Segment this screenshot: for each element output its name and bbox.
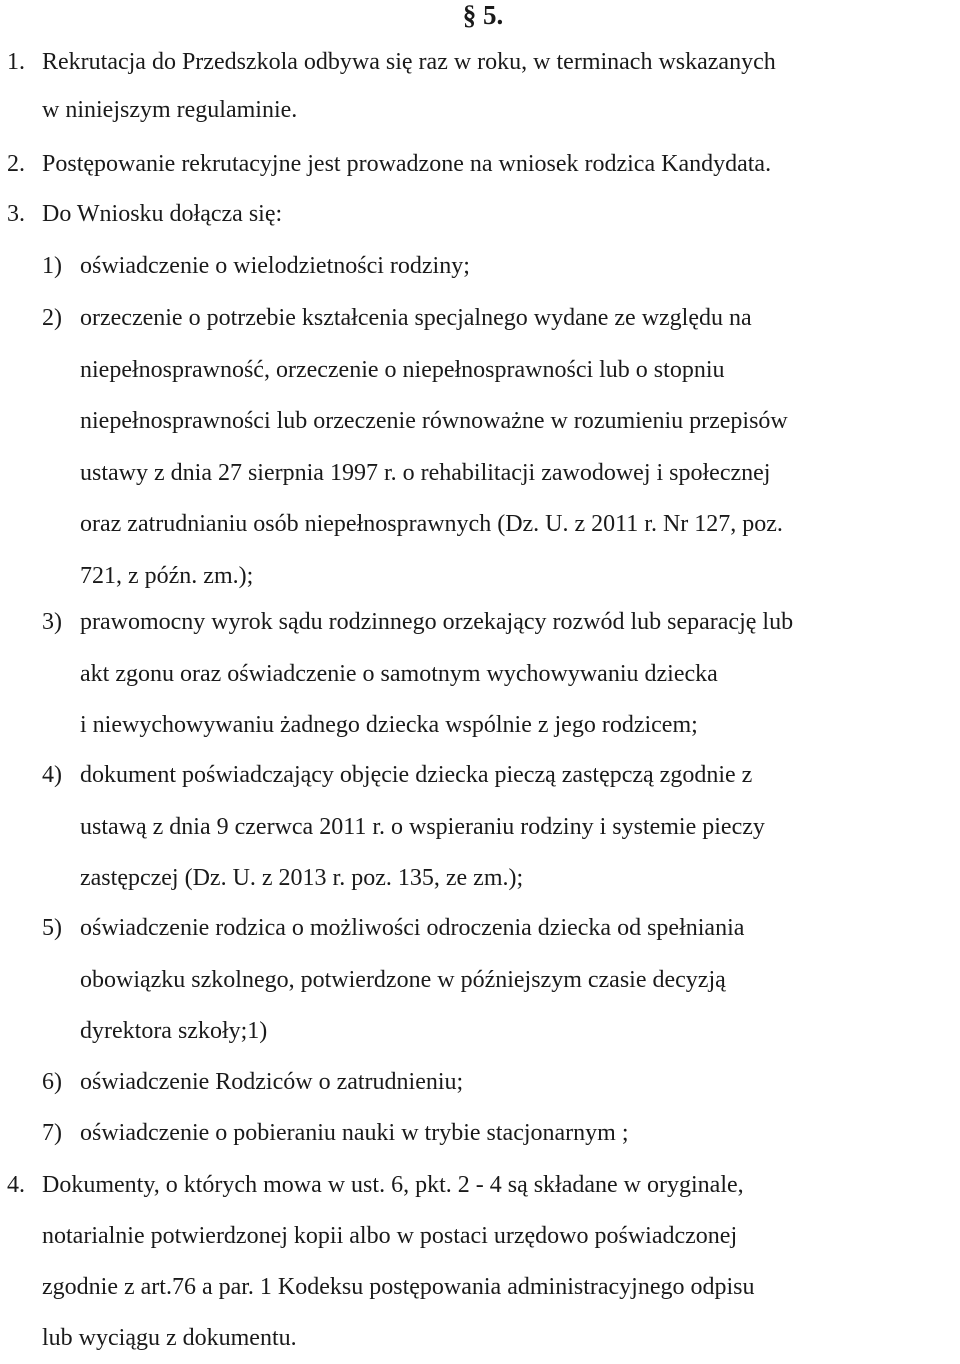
text-line: Postępowanie rekrutacyjne jest prowadzone na wniosek rodzica Kandydata. — [42, 151, 772, 177]
text-line: dokument poświadczający objęcie dziecka pieczą zastępczą zgodnie z — [80, 762, 753, 788]
text-line: oświadczenie o pobieraniu nauki w trybie stacjonarnym ; — [80, 1120, 629, 1146]
text-line: niepełnosprawności lub orzeczenie równoważne w rozumieniu przepisów — [80, 408, 788, 434]
sublist-item-text — [80, 750, 956, 905]
list-item-number: 3. — [7, 201, 25, 227]
text-line: 721, z późn. zm.); — [80, 562, 254, 589]
text-line: notarialnie potwierdzonej kopii albo w postaci urzędowo poświadczonej — [42, 1223, 738, 1249]
sublist-item-number: 3) — [42, 609, 62, 635]
text-line: ustawy z dnia 27 sierpnia 1997 r. o rehabilitacji zawodowej i społecznej — [80, 459, 771, 486]
list-item-number: 1. — [7, 49, 25, 75]
text-line: akt zgonu oraz oświadczenie o samotnym wychowywaniu dziecka — [80, 660, 718, 687]
text-line: oświadczenie Rodziców o zatrudnieniu; — [80, 1069, 464, 1095]
text-line: obowiązku szkolnego, potwierdzone w późniejszym czasie decyzją — [80, 966, 726, 993]
text-line: oświadczenie o wielodzietności rodziny; — [80, 253, 470, 279]
sublist-item-number: 1) — [42, 253, 62, 279]
text-line: Rekrutacja do Przedszkola odbywa się raz w roku, w terminach wskazanych — [42, 49, 776, 75]
text-line: ustawą z dnia 9 czerwca 2011 r. o wspieraniu rodziny i systemie pieczy — [80, 813, 765, 840]
text-line: w niniejszym regulaminie. — [42, 97, 298, 123]
sublist-item-number: 6) — [42, 1069, 62, 1095]
list-item-text — [42, 140, 954, 188]
list-item-number: 2. — [7, 151, 25, 177]
sublist-item-text — [80, 903, 956, 1058]
sublist-item-text — [80, 597, 956, 752]
list-item-text — [42, 1160, 954, 1364]
text-line: prawomocny wyrok sądu rodzinnego orzekający rozwód lub separację lub — [80, 609, 794, 635]
sublist-item-text — [80, 1057, 956, 1109]
text-line: Dokumenty, o których mowa w ust. 6, pkt. 2 - 4 są składane w oryginale, — [42, 1172, 744, 1198]
text-line: oraz zatrudnianiu osób niepełnosprawnych (Dz. U. z 2011 r. Nr 127, poz. — [80, 511, 783, 537]
text-line: oświadczenie rodzica o możliwości odroczenia dziecka od spełniania — [80, 915, 745, 941]
sublist-item-number: 5) — [42, 915, 62, 941]
section-heading: § 5. — [462, 0, 504, 30]
list-item-number: 4. — [7, 1172, 25, 1198]
text-line: i niewychowywaniu żadnego dziecka wspólnie z jego rodzicem; — [80, 712, 698, 738]
text-line: zastępczej (Dz. U. z 2013 r. poz. 135, ze zm.); — [80, 865, 524, 891]
text-line: zgodnie z art.76 a par. 1 Kodeksu postępowania administracyjnego odpisu — [42, 1274, 755, 1300]
text-line: orzeczenie o potrzebie kształcenia specjalnego wydane ze względu na — [80, 305, 752, 331]
sublist-item-text — [80, 293, 956, 602]
sublist-item-number: 7) — [42, 1120, 62, 1146]
sublist-item-text — [80, 241, 956, 293]
list-item-text — [42, 38, 954, 134]
sublist-item-number: 4) — [42, 762, 62, 788]
text-line: niepełnosprawność, orzeczenie o niepełnosprawności lub o stopniu — [80, 356, 725, 383]
text-line: dyrektora szkoły;1) — [80, 1018, 268, 1044]
sublist-item-text — [80, 1108, 956, 1160]
list-item-text — [42, 190, 954, 238]
sublist-item-number: 2) — [42, 305, 62, 331]
text-line: Do Wniosku dołącza się: — [42, 201, 283, 227]
text-line: lub wyciągu z dokumentu. — [42, 1325, 297, 1351]
